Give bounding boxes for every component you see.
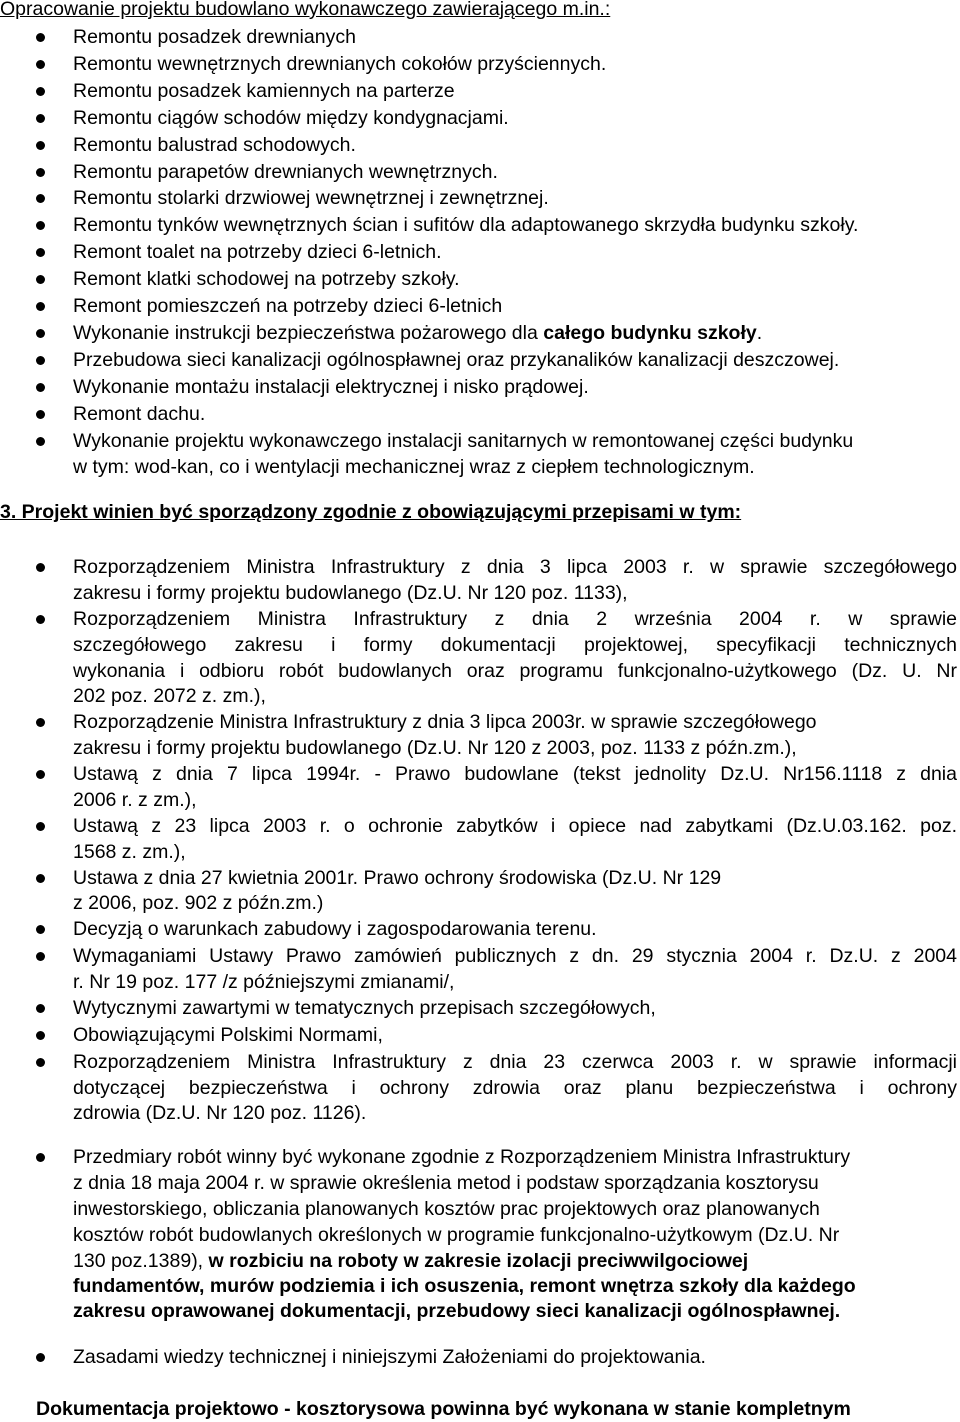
bullet-icon [36, 114, 45, 123]
list-item: Ustawą z 23 lipca 2003 r. o ochronie zabytków i opiece nad zabytkami (Dz.U.03.162. poz. [73, 815, 957, 837]
list-item-continuation: z dnia 18 maja 2004 r. w sprawie określenia metod i podstaw sporządzania kosztorysu [73, 1172, 819, 1194]
bullet-icon [36, 1031, 45, 1040]
bullet-icon [36, 194, 45, 203]
list-item: Rozporządzeniem Ministra Infrastruktury z dnia 23 czerwca 2003 r. w sprawie informacji [73, 1051, 957, 1073]
bullet-icon [36, 874, 45, 883]
list-item-continuation: zakresu oprawowanej dokumentacji, przebudowy sieci kanalizacji ogólnospławnej. [73, 1300, 841, 1322]
list-item-continuation: zdrowia (Dz.U. Nr 120 poz. 1126). [73, 1102, 367, 1124]
list-item-continuation: 1568 z. zm.), [73, 841, 186, 863]
list-item-continuation: inwestorskiego, obliczania planowanych kosztów prac projektowych oraz planowanych [73, 1198, 820, 1220]
bullet-icon [36, 410, 45, 419]
bullet-icon [36, 563, 45, 572]
list-item-continuation: r. Nr 19 poz. 177 /z późniejszymi zmianami/, [73, 971, 455, 993]
cost-normal-text: 130 poz.1389), [73, 1250, 209, 1272]
list-item: Wykonanie montażu instalacji elektrycznej i nisko prądowej. [73, 376, 589, 398]
intro-heading: Opracowanie projektu budowlano wykonawczego zawierającego m.in.: [0, 0, 611, 20]
list-item: Remontu posadzek kamiennych na parterze [73, 80, 455, 102]
bullet-icon [36, 1058, 45, 1067]
list-item-continuation: zakresu i formy projektu budowlanego (Dz.U. Nr 120 z 2003, poz. 1133 z późn.zm.), [73, 737, 797, 759]
bullet-icon [36, 1004, 45, 1013]
list-item-continuation: zakresu i formy projektu budowlanego (Dz.U. Nr 120 poz. 1133), [73, 582, 628, 604]
list-item [73, 320, 762, 346]
list-item: Remont klatki schodowej na potrzeby szkoły. [73, 268, 460, 290]
list-item: Ustawą z dnia 7 lipca 1994r. - Prawo budowlane (tekst jednolity Dz.U. Nr156.1118 z dnia [73, 763, 957, 785]
bullet-icon [36, 87, 45, 96]
bullet-icon [36, 718, 45, 727]
bullet-icon [36, 141, 45, 150]
bullet-icon [36, 356, 45, 365]
bullet-icon [36, 329, 45, 338]
list-item-continuation: dotyczącej bezpieczeństwa i ochrony zdrowia oraz planu bezpieczeństwa i ochrony [73, 1077, 957, 1099]
bullet-icon [36, 275, 45, 284]
bullet-icon [36, 33, 45, 42]
list-item: Wymaganiami Ustawy Prawo zamówień publicznych z dn. 29 stycznia 2004 r. Dz.U. z 2004 [73, 945, 957, 967]
list-item: Obowiązującymi Polskimi Normami, [73, 1024, 383, 1046]
list-item: Rozporządzeniem Ministra Infrastruktury z dnia 3 lipca 2003 r. w sprawie szczegółowego [73, 556, 957, 578]
footer-statement: Dokumentacja projektowo - kosztorysowa powinna być wykonana w stanie kompletnym [36, 1398, 851, 1420]
list-item-continuation: kosztów robót budowlanych określonych w programie funkcjonalno-użytkowym (Dz.U. Nr [73, 1224, 840, 1246]
list-item: Remontu parapetów drewnianych wewnętrznych. [73, 161, 498, 183]
list-item: Remontu ciągów schodów między kondygnacjami. [73, 107, 509, 129]
list-item: Remontu wewnętrznych drewnianych cokołów przyściennych. [73, 53, 607, 75]
list-item-continuation: 2006 r. z zm.), [73, 789, 197, 811]
list-item: Remont dachu. [73, 403, 206, 425]
bullet-icon [36, 952, 45, 961]
bullet-icon [36, 615, 45, 624]
list-item: Wytycznymi zawartymi w tematycznych przepisach szczegółowych, [73, 997, 656, 1019]
list-item-text-end: . [756, 322, 763, 344]
list-item-text: Wykonanie instrukcji bezpieczeństwa pożarowego dla [73, 322, 544, 344]
list-item: Remontu balustrad schodowych. [73, 134, 356, 156]
bullet-icon [36, 248, 45, 257]
bullet-icon [36, 60, 45, 69]
list-item: Remontu posadzek drewnianych [73, 26, 356, 48]
list-item: Rozporządzeniem Ministra Infrastruktury z dnia 2 września 2004 r. w sprawie [73, 608, 957, 630]
cost-bold-text: w rozbiciu na roboty w zakresie izolacji preciwwilgociowej [208, 1250, 749, 1272]
list-item-continuation: wykonania i odbioru robót budowlanych oraz programu funkcjonalno-użytkowego (Dz. U. Nr [73, 660, 957, 682]
list-item: Przedmiary robót winny być wykonane zgodnie z Rozporządzeniem Ministra Infrastruktury [73, 1146, 851, 1168]
list-item: Wykonanie projektu wykonawczego instalacji sanitarnych w remontowanej części budynku [73, 430, 854, 452]
bullet-icon [36, 383, 45, 392]
bullet-icon [36, 302, 45, 311]
list-item: Rozporządzenie Ministra Infrastruktury z dnia 3 lipca 2003r. w sprawie szczegółowego [73, 711, 817, 733]
bullet-icon [36, 437, 45, 446]
list-item: Przebudowa sieci kanalizacji ogólnospławnej oraz przykanalików kanalizacji deszczowej. [73, 349, 840, 371]
bullet-icon [36, 770, 45, 779]
list-item-continuation: 202 poz. 2072 z. zm.), [73, 685, 266, 707]
bullet-icon [36, 168, 45, 177]
bullet-icon [36, 221, 45, 230]
section-3-heading: 3. Projekt winien być sporządzony zgodnie z obowiązującymi przepisami w tym: [0, 501, 742, 523]
list-item-bold-text: całego budynku szkoły [543, 322, 757, 344]
list-item-continuation [73, 1248, 748, 1274]
bullet-icon [36, 925, 45, 934]
list-item: Remont toalet na potrzeby dzieci 6-letnich. [73, 241, 442, 263]
list-item-continuation: w tym: wod-kan, co i wentylacji mechanicznej wraz z ciepłem technologicznym. [73, 456, 755, 478]
list-item: Remontu stolarki drzwiowej wewnętrznej i zewnętrznej. [73, 187, 549, 209]
list-item: Remontu tynków wewnętrznych ścian i sufitów dla adaptowanego skrzydła budynku szkoły. [73, 214, 859, 236]
list-item-continuation: szczegółowego zakresu i formy dokumentacji projektowej, specyfikacji technicznych [73, 634, 957, 656]
bullet-icon [36, 1153, 45, 1162]
list-item-continuation: z 2006, poz. 902 z późn.zm.) [73, 892, 324, 914]
list-item-continuation: fundamentów, murów podziemia i ich osuszenia, remont wnętrza szkoły dla każdego [73, 1275, 856, 1297]
list-item: Decyzją o warunkach zabudowy i zagospodarowania terenu. [73, 918, 597, 940]
list-item: Ustawa z dnia 27 kwietnia 2001r. Prawo ochrony środowiska (Dz.U. Nr 129 [73, 867, 722, 889]
list-item: Remont pomieszczeń na potrzeby dzieci 6-letnich [73, 295, 503, 317]
bullet-icon [36, 1353, 45, 1362]
bullet-icon [36, 822, 45, 831]
principles-item: Zasadami wiedzy technicznej i niniejszymi Założeniami do projektowania. [73, 1346, 706, 1368]
